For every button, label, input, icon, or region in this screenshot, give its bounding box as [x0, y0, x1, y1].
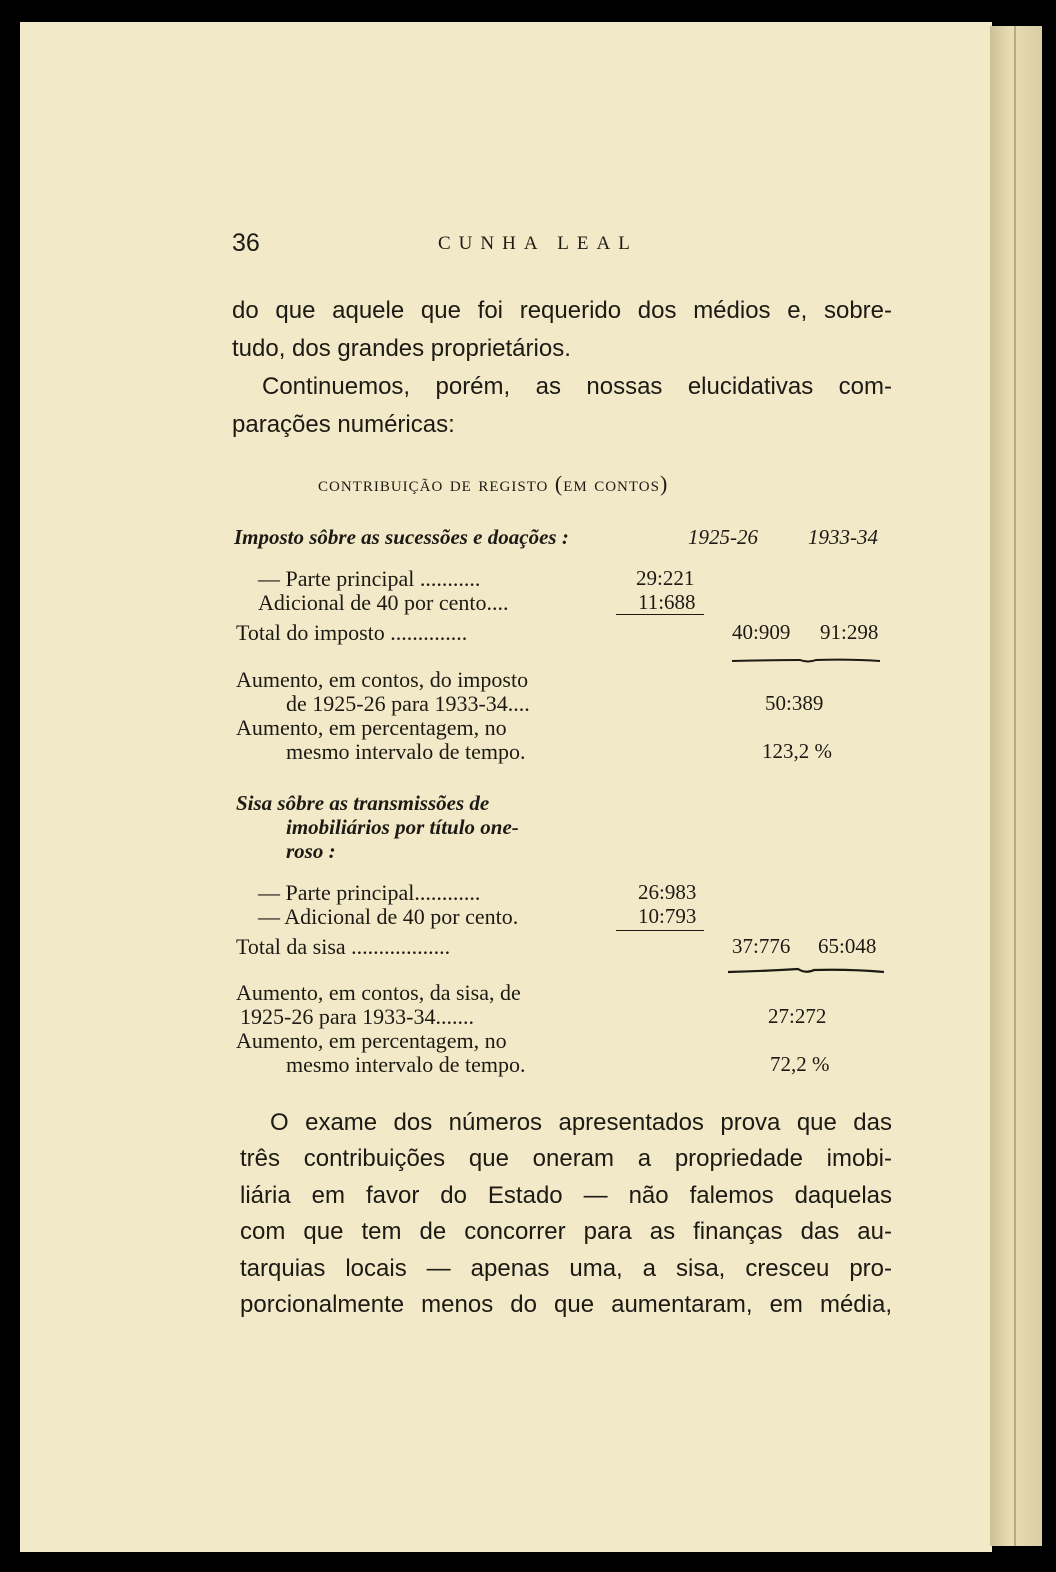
- ornamental-rule: [730, 656, 882, 666]
- sisa-total-label: Total da sisa ..................: [236, 934, 451, 959]
- subtotal-rule: [616, 614, 704, 615]
- text-line: com que tem de concorrer para as finanças das au-: [240, 1218, 892, 1246]
- page-edge-line: [1014, 26, 1016, 1546]
- text-line: três contribuições que oneram a propriedade imobi-: [240, 1145, 892, 1173]
- page-number: 36: [232, 229, 260, 257]
- section-title: contribuição de registo (em contos): [318, 471, 669, 496]
- imposto-aumento-contos-line2: de 1925-26 para 1933-34....: [286, 691, 530, 716]
- sisa-heading-line1: Sisa sôbre as transmissões de: [236, 791, 490, 815]
- sisa-aumento-contos-value: 27:272: [768, 1004, 827, 1028]
- sisa-aumento-contos-line1: Aumento, em contos, da sisa, de: [236, 980, 521, 1005]
- sisa-aumento-contos-line2: 1925-26 para 1933-34.......: [240, 1004, 475, 1029]
- text-line: do que aquele que foi requerido dos médios e, sobre-: [232, 297, 892, 324]
- imposto-adicional-value: 11:688: [638, 590, 696, 614]
- imposto-aumento-pct-value: 123,2 %: [762, 739, 832, 763]
- imposto-total-label: Total do imposto ..............: [236, 620, 468, 645]
- text-line: tudo, dos grandes proprietários.: [232, 335, 571, 362]
- sisa-heading-line2: imobiliários por título one-: [286, 815, 519, 839]
- text-line: tarquias locais — apenas uma, a sisa, cresceu pro-: [240, 1254, 892, 1282]
- sisa-heading-line3: roso :: [286, 839, 336, 863]
- imposto-heading: Imposto sôbre as sucessões e doações :: [234, 525, 569, 549]
- imposto-total-1933: 91:298: [820, 620, 879, 644]
- sisa-adicional-value: 10:793: [638, 904, 697, 928]
- imposto-parte-value: 29:221: [636, 566, 695, 590]
- text-line: O exame dos números apresentados prova que das: [270, 1109, 892, 1136]
- sisa-aumento-pct-line2: mesmo intervalo de tempo.: [286, 1052, 526, 1077]
- year-1925-header: 1925-26: [688, 525, 758, 549]
- sisa-total-1925: 37:776: [732, 934, 791, 958]
- running-head: CUNHA LEAL: [438, 233, 638, 254]
- sisa-parte-label: — Parte principal............: [258, 880, 481, 905]
- closing-paragraph: [240, 1105, 892, 1323]
- sisa-total-1933: 65:048: [818, 934, 877, 958]
- imposto-aumento-pct-line2: mesmo intervalo de tempo.: [286, 739, 526, 764]
- imposto-aumento-contos-line1: Aumento, em contos, do imposto: [236, 667, 529, 692]
- subtotal-rule: [616, 930, 704, 931]
- imposto-total-1925: 40:909: [732, 620, 791, 644]
- imposto-parte-label: — Parte principal ...........: [258, 566, 481, 591]
- sisa-aumento-pct-value: 72,2 %: [770, 1052, 830, 1076]
- page-edge: [990, 26, 1042, 1546]
- text-line: Continuemos, porém, as nossas elucidativas com-: [262, 373, 892, 400]
- imposto-aumento-contos-value: 50:389: [765, 691, 824, 715]
- text-line: parações numéricas:: [232, 411, 455, 438]
- imposto-aumento-pct-line1: Aumento, em percentagem, no: [236, 715, 507, 740]
- intro-paragraph: [232, 292, 892, 444]
- text-line: porcionalmente menos do que aumentaram, em média,: [240, 1291, 892, 1319]
- sisa-aumento-pct-line1: Aumento, em percentagem, no: [236, 1028, 507, 1053]
- ornamental-rule: [726, 966, 886, 978]
- imposto-adicional-label: Adicional de 40 por cento....: [258, 590, 509, 615]
- sisa-parte-value: 26:983: [638, 880, 697, 904]
- text-line: liária em favor do Estado — não falemos daquelas: [240, 1181, 892, 1209]
- year-1933-header: 1933-34: [808, 525, 878, 549]
- sisa-adicional-label: — Adicional de 40 por cento.: [258, 904, 519, 929]
